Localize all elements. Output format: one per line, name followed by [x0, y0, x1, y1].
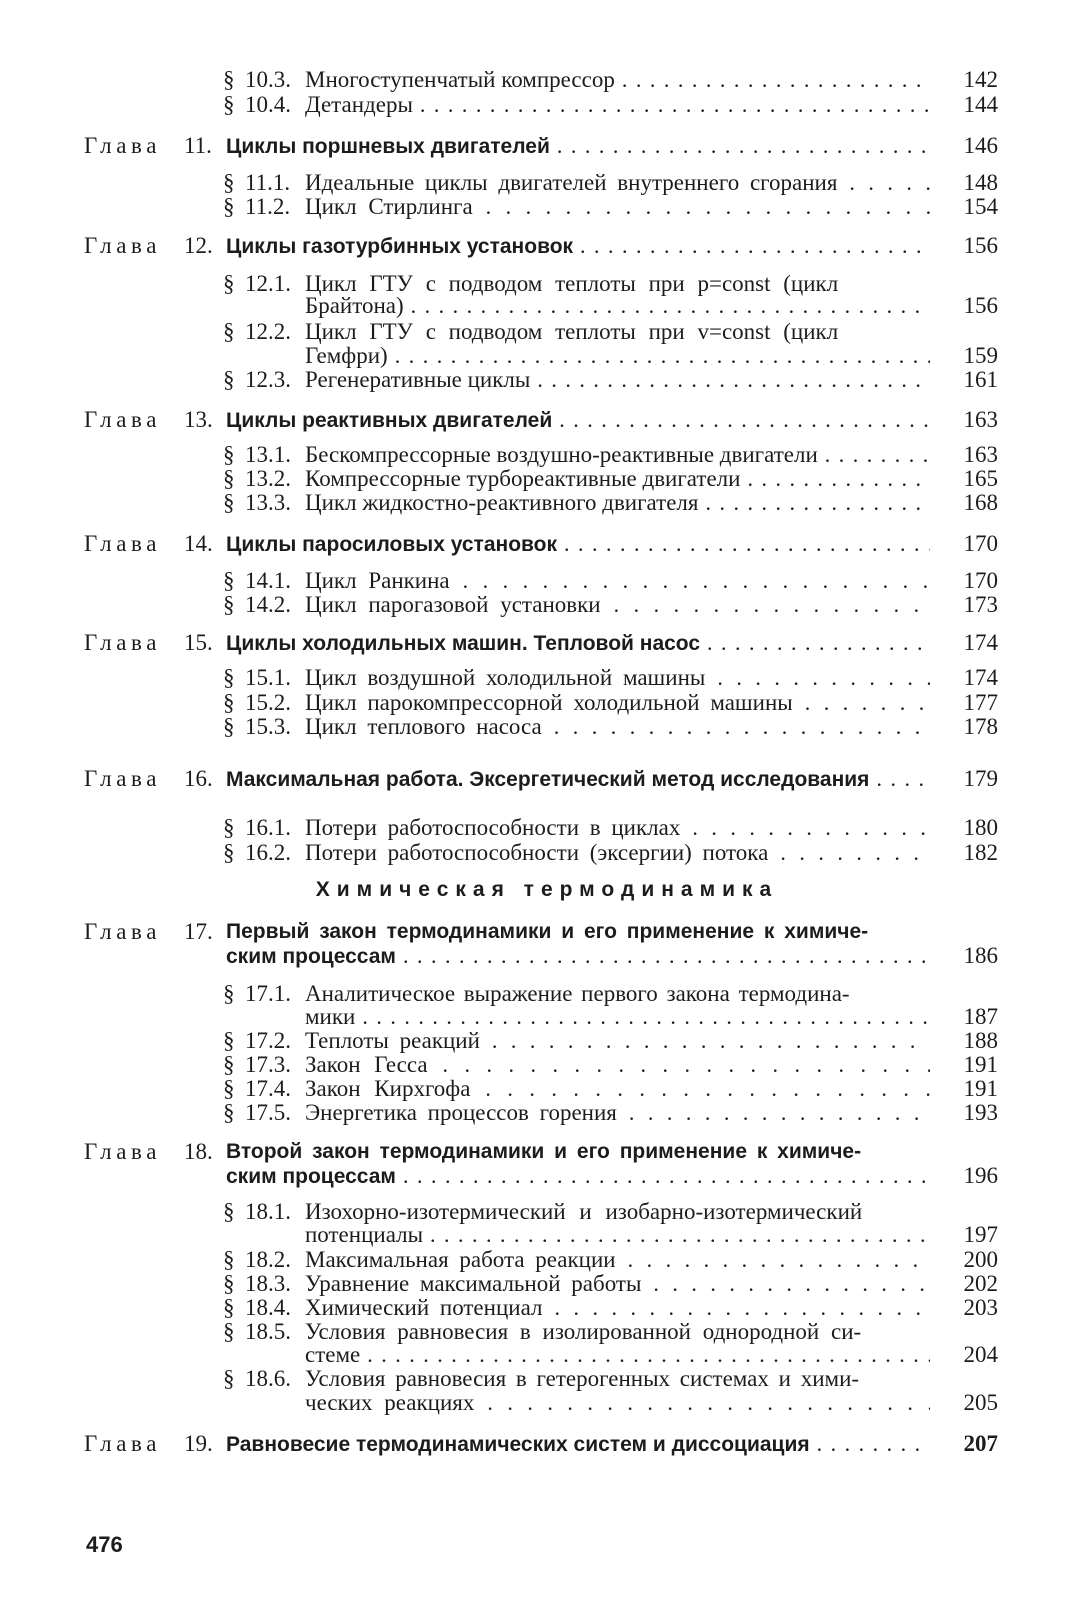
section-number: 15.1.	[245, 665, 291, 690]
chapter-label: Глава	[84, 233, 162, 258]
section-number: 17.1.	[245, 981, 291, 1006]
section-number: 12.3.	[245, 367, 291, 392]
chapter-title: Второй закон термодинамики и его применение к химиче-	[226, 1140, 862, 1163]
section-number: 15.2.	[245, 690, 291, 715]
toc-chapter-17-cont	[0, 942, 1074, 970]
page-ref: 196	[963, 1163, 998, 1188]
toc-section-18-1-cont	[0, 1221, 1074, 1249]
section-sign: §	[223, 592, 235, 617]
section-title: Регенеративные циклы . . .	[305, 366, 930, 394]
toc-chapter-18-cont	[0, 1162, 1074, 1190]
section-sign: §	[223, 1366, 235, 1391]
section-sign: §	[223, 1247, 235, 1272]
section-title: Теплоты реакций . . .	[305, 1027, 930, 1055]
chapter-number: 15.	[184, 630, 213, 655]
section-sign: §	[223, 92, 235, 117]
section-title: Закон Гесса . . .	[305, 1051, 930, 1079]
toc-section-11-2	[0, 193, 1074, 221]
chapter-number: 19.	[184, 1431, 213, 1456]
section-number: 12.2.	[245, 319, 291, 344]
page-ref: 186	[963, 943, 998, 968]
section-title: Идеальные циклы двигателей внутреннего сгорания . . .	[305, 169, 930, 197]
section-sign: §	[223, 981, 235, 1006]
section-number: 16.1.	[245, 815, 291, 840]
section-sign: §	[223, 714, 235, 739]
page-ref: 187	[963, 1004, 998, 1029]
section-number: 13.1.	[245, 442, 291, 467]
section-title: Закон Кирхгофа . . .	[305, 1075, 930, 1103]
toc-section-18-6-cont	[0, 1389, 1074, 1417]
section-number: 11.1.	[245, 170, 291, 195]
chapter-title: Циклы холодильных машин. Тепловой насос . . .	[226, 629, 930, 658]
page-ref: 163	[963, 442, 998, 467]
page-ref: 193	[963, 1100, 998, 1125]
page-ref: 207	[963, 1431, 998, 1456]
section-title: Цикл Стирлинга . . .	[305, 193, 930, 221]
section-title: Цикл воздушной холодильной машины . . .	[305, 664, 930, 692]
chapter-number: 13.	[184, 407, 213, 432]
section-sign: §	[223, 568, 235, 593]
section-sign: §	[223, 367, 235, 392]
page-ref: 174	[963, 665, 998, 690]
chapter-number: 11.	[184, 133, 212, 158]
page-ref: 154	[963, 194, 998, 219]
page-ref: 178	[963, 714, 998, 739]
section-sign: §	[223, 194, 235, 219]
section-sign: §	[223, 1100, 235, 1125]
chapter-label: Глава	[84, 630, 162, 655]
toc-section-15-3	[0, 713, 1074, 741]
chapter-title: Первый закон термодинамики и его применение к химиче-	[226, 920, 869, 943]
chapter-title: Максимальная работа. Эксергетический метод исследования . . .	[226, 765, 930, 794]
section-number: 14.2.	[245, 592, 291, 617]
section-sign: §	[223, 815, 235, 840]
section-number: 18.1.	[245, 1199, 291, 1224]
section-number: 17.2.	[245, 1028, 291, 1053]
page-ref: 159	[963, 343, 998, 368]
part-title: Химическая термодинамика	[315, 878, 779, 901]
toc-chapter-11	[0, 132, 1074, 160]
section-sign: §	[223, 170, 235, 195]
page-ref: 177	[963, 690, 998, 715]
section-title: Цикл ГТУ с подводом теплоты при v=const (цикл	[305, 319, 839, 344]
chapter-title: Циклы поршневых двигателей . . .	[226, 132, 930, 161]
section-sign: §	[223, 1076, 235, 1101]
section-title: Потери работоспособности в циклах . . .	[305, 814, 930, 842]
page-ref: 148	[963, 170, 998, 195]
section-title: Энергетика процессов горения . . .	[305, 1099, 930, 1127]
section-number: 10.4.	[245, 92, 291, 117]
toc-section-17-5	[0, 1099, 1074, 1127]
section-number: 17.3.	[245, 1052, 291, 1077]
section-sign: §	[223, 1295, 235, 1320]
chapter-title: Циклы паросиловых установок . . .	[226, 530, 930, 559]
section-title: Детандеры . . .	[305, 91, 930, 119]
section-number: 11.2.	[245, 194, 291, 219]
section-number: 18.4.	[245, 1295, 291, 1320]
section-title: Изохорно-изотермический и изобарно-изотермический	[305, 1199, 863, 1224]
section-sign: §	[223, 490, 235, 515]
section-number: 18.3.	[245, 1271, 291, 1296]
chapter-title-continued: ским процессам . . .	[226, 1162, 930, 1191]
page-ref: 205	[963, 1390, 998, 1415]
section-title: Потери работоспособности (эксергии) потока . . .	[305, 839, 930, 867]
chapter-label: Глава	[84, 133, 162, 158]
page-ref: 142	[963, 67, 998, 92]
chapter-label: Глава	[84, 1431, 162, 1456]
section-title: Цикл теплового насоса . . .	[305, 713, 930, 741]
section-title: Многоступенчатый компрессор . . .	[305, 66, 930, 94]
section-title-continued: потенциалы . . .	[305, 1221, 930, 1249]
section-title: Условия равновесия в гетерогенных системах и хими-	[305, 1366, 860, 1391]
toc-section-15-1	[0, 664, 1074, 692]
section-number: 17.5.	[245, 1100, 291, 1125]
page-number: 476	[86, 1532, 123, 1557]
page-ref: 144	[963, 92, 998, 117]
toc-chapter-14	[0, 530, 1074, 558]
section-number: 14.1.	[245, 568, 291, 593]
section-sign: §	[223, 319, 235, 344]
page-ref: 191	[963, 1076, 998, 1101]
chapter-number: 16.	[184, 766, 213, 791]
chapter-number: 17.	[184, 919, 213, 944]
page-ref: 165	[963, 466, 998, 491]
toc-section-16-1	[0, 814, 1074, 842]
section-sign: §	[223, 271, 235, 296]
section-sign: §	[223, 1052, 235, 1077]
section-number: 18.6.	[245, 1366, 291, 1391]
section-sign: §	[223, 466, 235, 491]
toc-section-12-1-cont	[0, 292, 1074, 320]
toc-chapter-19	[0, 1430, 1074, 1458]
page-ref: 146	[963, 133, 998, 158]
chapter-label: Глава	[84, 766, 162, 791]
section-number: 10.3.	[245, 67, 291, 92]
chapter-title: Циклы реактивных двигателей . . .	[226, 406, 930, 435]
section-title: Цикл парокомпрессорной холодильной машины . . .	[305, 689, 930, 717]
toc-section-14-2	[0, 591, 1074, 619]
section-sign: §	[223, 1028, 235, 1053]
section-number: 13.3.	[245, 490, 291, 515]
section-sign: §	[223, 840, 235, 865]
section-title: Цикл жидкостно-реактивного двигателя . . .	[305, 489, 930, 517]
section-sign: §	[223, 665, 235, 690]
page-ref: 163	[963, 407, 998, 432]
toc-section-16-2	[0, 839, 1074, 867]
section-title: Уравнение максимальной работы . . .	[305, 1270, 930, 1298]
chapter-title-continued: ским процессам . . .	[226, 942, 930, 971]
section-title-continued: Гемфри) . . .	[305, 342, 930, 370]
page-ref: 203	[963, 1295, 998, 1320]
chapter-number: 14.	[184, 531, 213, 556]
section-title: Максимальная работа реакции . . .	[305, 1246, 930, 1274]
page-ref: 168	[963, 490, 998, 515]
chapter-title: Равновесие термодинамических систем и диссоциация . . .	[226, 1430, 930, 1459]
chapter-number: 18.	[184, 1139, 213, 1164]
section-sign: §	[223, 67, 235, 92]
section-number: 15.3.	[245, 714, 291, 739]
page-ref: 197	[963, 1222, 998, 1247]
toc-chapter-16	[0, 765, 1074, 793]
page-ref: 180	[963, 815, 998, 840]
page-ref: 188	[963, 1028, 998, 1053]
page-ref: 200	[963, 1247, 998, 1272]
chapter-label: Глава	[84, 407, 162, 432]
section-title-continued: стеме . . .	[305, 1341, 930, 1369]
toc-section-10-3	[0, 66, 1074, 94]
toc-chapter-12	[0, 232, 1074, 260]
section-sign: §	[223, 1271, 235, 1296]
section-sign: §	[223, 1199, 235, 1224]
section-title: Аналитическое выражение первого закона термодина-	[305, 981, 850, 1006]
section-title: Цикл Ранкина . . .	[305, 567, 930, 595]
page-ref: 156	[963, 293, 998, 318]
toc-chapter-15	[0, 629, 1074, 657]
page-ref: 170	[963, 568, 998, 593]
chapter-label: Глава	[84, 531, 162, 556]
section-title: Цикл ГТУ с подводом теплоты при p=const (цикл	[305, 271, 839, 296]
section-title: Условия равновесия в изолированной однородной си-	[305, 1319, 862, 1344]
section-title: Цикл парогазовой установки . . .	[305, 591, 930, 619]
page-ref: 202	[963, 1271, 998, 1296]
toc-section-10-4	[0, 91, 1074, 119]
toc-section-13-3	[0, 489, 1074, 517]
section-sign: §	[223, 1319, 235, 1344]
page-ref: 161	[963, 367, 998, 392]
chapter-label: Глава	[84, 1139, 162, 1164]
section-title-continued: мики . . .	[305, 1003, 930, 1031]
page-ref: 174	[963, 630, 998, 655]
section-number: 18.5.	[245, 1319, 291, 1344]
page-ref: 191	[963, 1052, 998, 1077]
toc-chapter-13	[0, 406, 1074, 434]
page-ref: 204	[963, 1342, 998, 1367]
section-title-continued: ческих реакциях . . .	[305, 1389, 930, 1417]
chapter-title: Циклы газотурбинных установок . . .	[226, 232, 930, 261]
section-number: 13.2.	[245, 466, 291, 491]
toc-section-12-3	[0, 366, 1074, 394]
page-ref: 173	[963, 592, 998, 617]
section-title-continued: Брайтона) . . .	[305, 292, 930, 320]
page-ref: 170	[963, 531, 998, 556]
section-number: 12.1.	[245, 271, 291, 296]
section-sign: §	[223, 690, 235, 715]
page-ref: 182	[963, 840, 998, 865]
section-number: 16.2.	[245, 840, 291, 865]
section-title: Компрессорные турбореактивные двигатели . . .	[305, 465, 930, 493]
chapter-label: Глава	[84, 919, 162, 944]
section-title: Химический потенциал . . .	[305, 1294, 930, 1322]
chapter-number: 12.	[184, 233, 213, 258]
section-sign: §	[223, 442, 235, 467]
section-number: 18.2.	[245, 1247, 291, 1272]
page-ref: 179	[963, 766, 998, 791]
page-ref: 156	[963, 233, 998, 258]
section-number: 17.4.	[245, 1076, 291, 1101]
section-title: Бескомпрессорные воздушно-реактивные двигатели . . .	[305, 441, 930, 469]
